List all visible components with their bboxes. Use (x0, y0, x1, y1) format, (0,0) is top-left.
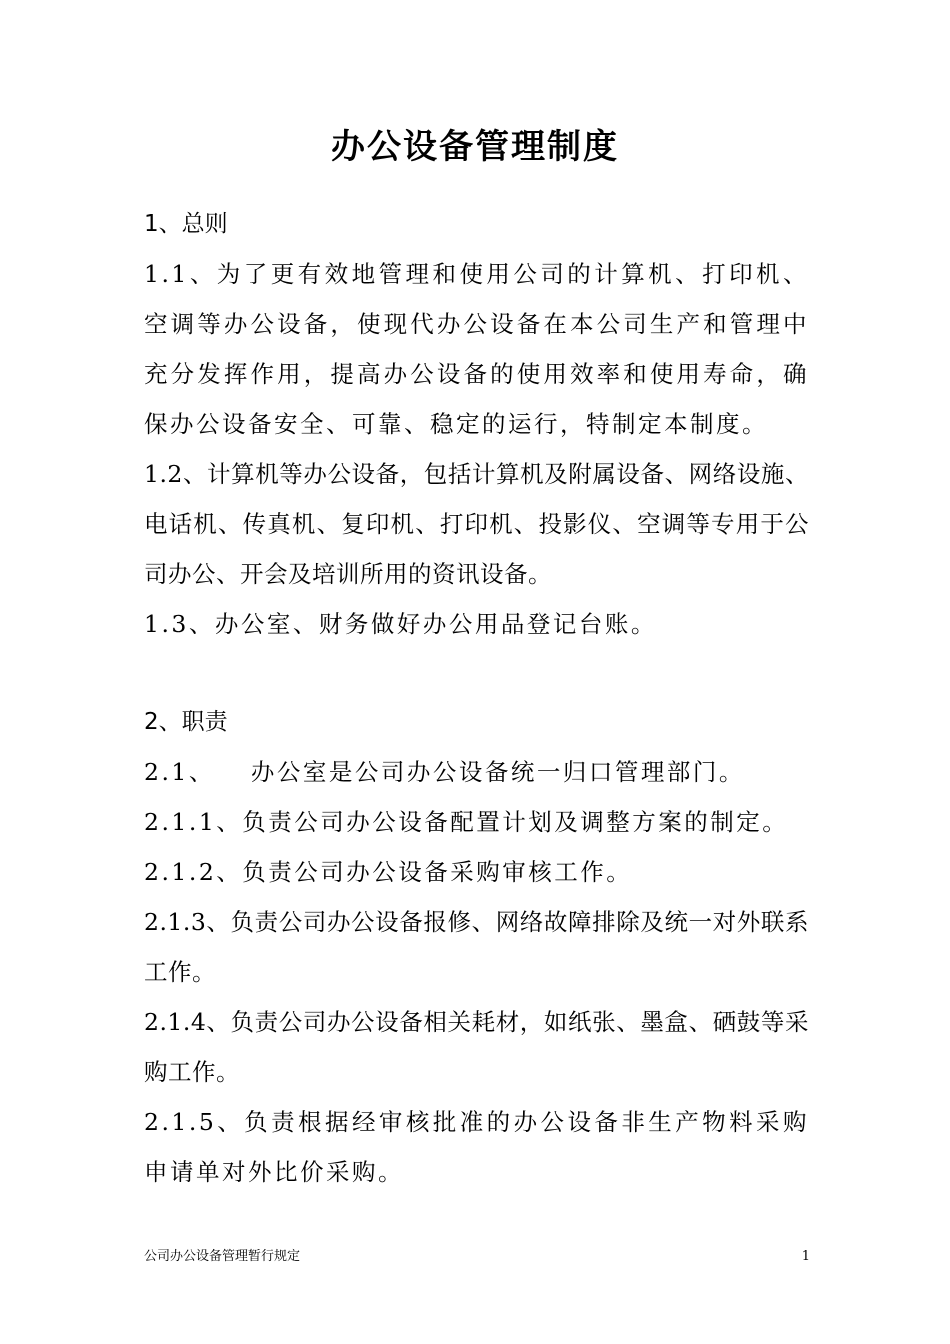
footer-page-number: 1 (801, 1249, 810, 1264)
paragraph-2-1-5: 2.1.5、负责根据经审核批准的办公设备非生产物料采购申请单对外比价采购。 (144, 1108, 809, 1186)
paragraph-2-1-1: 2.1.1、负责公司办公设备配置计划及调整方案的制定。 (144, 808, 789, 836)
paragraph-2-1-text: 办公室是公司办公设备统一归口管理部门。 (250, 758, 745, 786)
paragraph-1-1: 1.1、为了更有效地管理和使用公司的计算机、打印机、空调等办公设备，使现代办公设备在本公司生产和管理中充分发挥作用，提高办公设备的使用效率和使用寿命，确保办公设备安全、可靠、稳定的运行，特制定本制度。 (144, 260, 809, 438)
section-heading-duties: 2、职责 (144, 709, 228, 735)
paragraph-2-1-4: 2.1.4、负责公司办公设备相关耗材，如纸张、墨盒、硒鼓等采购工作。 (144, 1008, 809, 1086)
page-title: 办公设备管理制度 (331, 127, 619, 167)
paragraph-2-1-2: 2.1.2、负责公司办公设备采购审核工作。 (144, 858, 633, 886)
paragraph-1-3: 1.3、办公室、财务做好办公用品登记台账。 (144, 610, 657, 638)
paragraph-1-2: 1.2、计算机等办公设备，包括计算机及附属设备、网络设施、电话机、传真机、复印机、打印机、投影仪、空调等专用于公司办公、开会及培训所用的资讯设备。 (144, 460, 809, 588)
paragraph-2-1-3: 2.1.3、负责公司办公设备报修、网络故障排除及统一对外联系工作。 (144, 908, 809, 986)
footer-document-name: 公司办公设备管理暂行规定 (144, 1249, 301, 1264)
paragraph-2-1 (144, 747, 809, 797)
section-heading-general: 1、总则 (144, 211, 228, 237)
paragraph-2-1-number: 2.1、 (144, 758, 215, 786)
